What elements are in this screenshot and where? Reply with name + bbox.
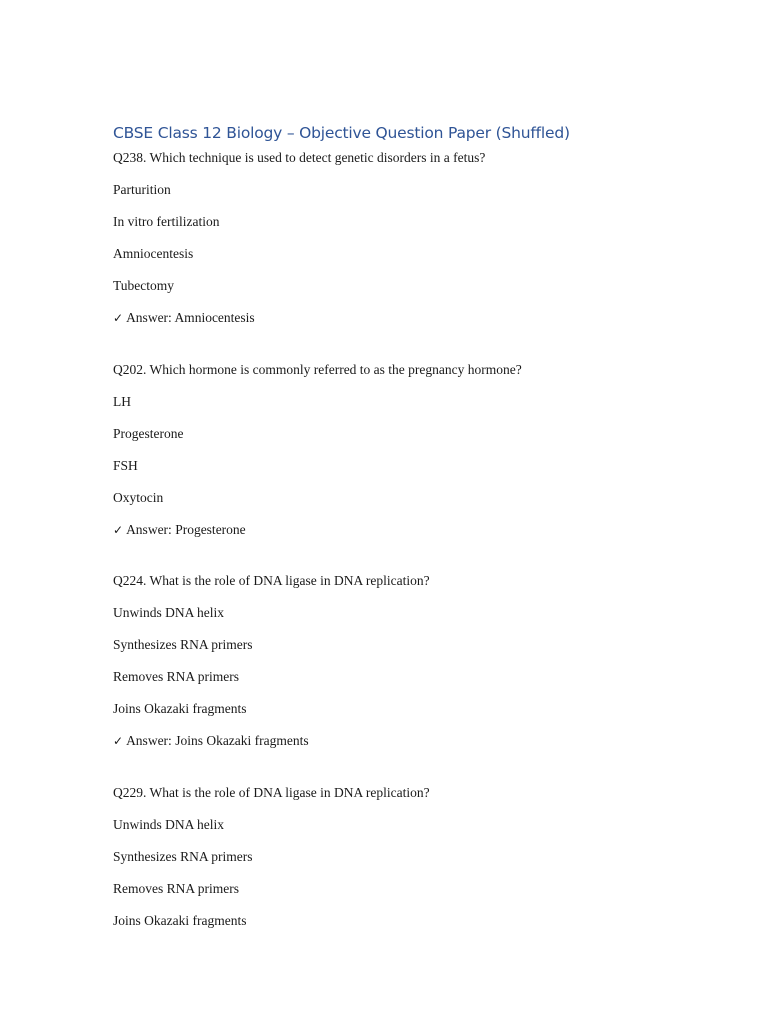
option-item: Parturition bbox=[113, 182, 171, 197]
question-block bbox=[113, 784, 430, 944]
option-item: Synthesizes RNA primers bbox=[113, 637, 253, 652]
answer-value: Amniocentesis bbox=[174, 310, 255, 325]
question-block bbox=[113, 149, 485, 327]
option-item: FSH bbox=[113, 458, 138, 473]
answer-line bbox=[113, 732, 430, 750]
option-item: Oxytocin bbox=[113, 490, 164, 505]
checkmark-icon: ✓ bbox=[113, 311, 124, 325]
question-block bbox=[113, 572, 430, 750]
question-block bbox=[113, 361, 522, 539]
question-text: Q229. What is the role of DNA ligase in DNA replication? bbox=[113, 785, 430, 800]
option-item: Amniocentesis bbox=[113, 246, 194, 261]
option-item: Unwinds DNA helix bbox=[113, 817, 224, 832]
question-text: Q238. Which technique is used to detect genetic disorders in a fetus? bbox=[113, 150, 486, 165]
option-item: Tubectomy bbox=[113, 278, 175, 293]
option-item: Progesterone bbox=[113, 426, 184, 441]
option-item: LH bbox=[113, 394, 131, 409]
option-item: Removes RNA primers bbox=[113, 669, 239, 684]
option-item: Synthesizes RNA primers bbox=[113, 849, 253, 864]
option-item: Removes RNA primers bbox=[113, 881, 239, 896]
checkmark-icon: ✓ bbox=[113, 523, 124, 537]
option-item: Unwinds DNA helix bbox=[113, 605, 224, 620]
question-text: Q224. What is the role of DNA ligase in DNA replication? bbox=[113, 573, 430, 588]
checkmark-icon: ✓ bbox=[113, 734, 124, 748]
answer-prefix: Answer: bbox=[126, 310, 175, 325]
answer-value: Progesterone bbox=[175, 522, 246, 537]
option-item: In vitro fertilization bbox=[113, 214, 220, 229]
answer-line bbox=[113, 521, 522, 539]
answer-line bbox=[113, 309, 485, 327]
answer-value: Joins Okazaki fragments bbox=[175, 733, 309, 748]
page-title: CBSE Class 12 Biology – Objective Question Paper (Shuffled) bbox=[113, 124, 570, 142]
option-item: Joins Okazaki fragments bbox=[113, 913, 247, 928]
answer-prefix: Answer: bbox=[126, 522, 176, 537]
answer-prefix: Answer: bbox=[126, 733, 176, 748]
option-item: Joins Okazaki fragments bbox=[113, 701, 247, 716]
question-text: Q202. Which hormone is commonly referred to as the pregnancy hormone? bbox=[113, 362, 522, 377]
